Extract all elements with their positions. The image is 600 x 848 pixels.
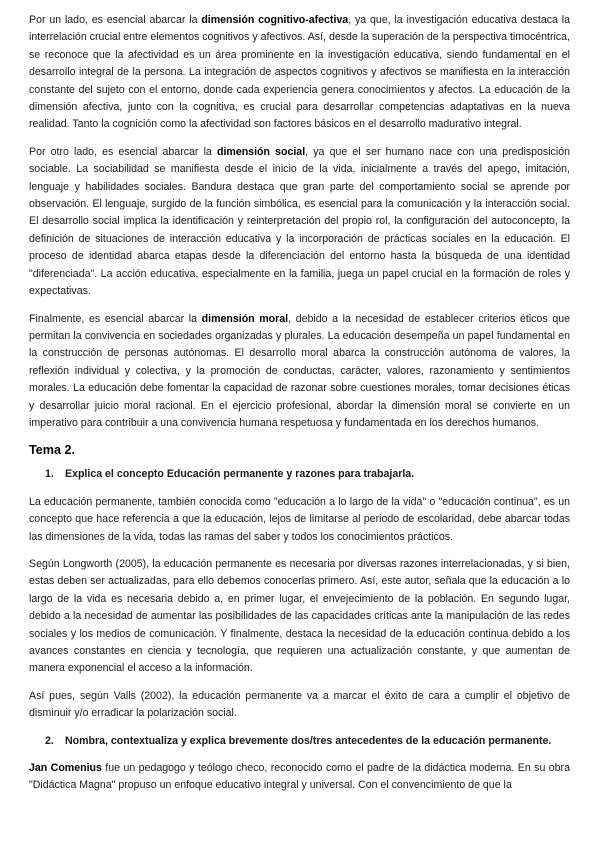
paragraph-comenius: [29, 760, 570, 795]
bold-term-social: dimensión social: [216, 145, 306, 158]
question-number: 1.: [45, 468, 54, 481]
paragraph-text: , debido a la necesidad de establecer criterios éticos que permitan la convivencia en sociedades organizadas y plurales. La educación desempeña un papel fundamental en la construcción de personas autónomas. El desarrollo moral abarca la construcción autónoma de valores, la reflexión individual y colectiva, y la promoción de conductas, carácter, valores, razonamiento y sentimientos morales. La educación debe fomentar la capacidad de razonar sobre cuestiones morales, tomar decisiones éticas y desarrollar juicio moral racional. En el ejercicio profesional, abordar la dimensión moral se convierte en un imperativo para contribuir a una convivencia humana respetuosa y fundamentada en los derechos humanos.: [29, 312, 570, 429]
paragraph-text: Por otro lado, es esencial abarcar la: [29, 145, 217, 158]
question-2: [29, 733, 570, 750]
paragraph-text: , ya que el ser humano nace con una predisposición sociable. La sociabilidad se manifiesta desde el inicio de la vida, inicialmente a través del apego, imitación, lenguaje y habilidades sociales. Bandura destaca que gran parte del comportamiento social se aprende por observación. El lenguaje, surgido de la función simbólica, es esencial para la comunicación y la interacción social. El desarrollo social implica la identificación y reinterpretación del propio rol, la configuración del autoconcepto, la definición de situaciones de interacción educativa y la incorporación de prácticas sociales en la educación. El proceso de identidad abarca etapas desde la diferenciación del entorno hasta la búsqueda de una identidad "diferenciada". La acción educativa, especialmente en la familia, juega un papel crucial en la formación de roles y expectativas.: [29, 145, 570, 298]
question-1: [29, 466, 570, 483]
bold-term-moral: dimensión moral: [201, 312, 289, 325]
paragraph-cognitive-affective: [29, 12, 570, 134]
paragraph-social: [29, 144, 570, 301]
paragraph-definition: La educación permanente, también conocida como "educación a lo largo de la vida" o "educación continua", es un concepto que hace referencia a que la educación, lejos de limitarse al periodo de escolaridad, debe abarcar todas las dimensiones de la vida, todas las ramas del saber y todos los conocimientos prácticos.: [29, 495, 570, 543]
paragraph-text: Finalmente, es esencial abarcar la: [29, 312, 202, 325]
document-page: [29, 12, 570, 805]
paragraph-text: Por un lado, es esencial abarcar la: [29, 14, 202, 26]
paragraph-moral: [29, 311, 570, 433]
section-heading-tema-2: Tema 2.: [29, 443, 75, 458]
question-text: Nombra, contextualiza y explica brevemente dos/tres antecedentes de la educación permanente.: [65, 734, 552, 747]
question-text: Explica el concepto Educación permanente y razones para trabajarla.: [65, 468, 415, 481]
paragraph-longworth: Según Longworth (2005), la educación permanente es necesaria por diversas razones interrelacionadas, y si bien, estas deben ser actualizadas, para ello debemos conocerlas primero. Así, este autor, señala que la educación a lo largo de la vida es necesaria debido a, en primer lugar, el envejecimiento de la población. En segundo lugar, debido a la necesidad de aumentar las posibilidades de las capacidades críticas ante la manipulación de las redes sociales y los medios de comunicación. Y finalmente, destaca la necesidad de la educación continua debido a los avances constantes en ciencia y tecnología, que requieren una actualización constante, y que aumentan de manera exponencial el acceso a la información.: [29, 557, 570, 675]
paragraph-text: , ya que, la investigación educativa destaca la interrelación crucial entre elementos cognitivos y afectivos. Así, desde la superación de la perspectiva timocéntrica, se reconoce que la afectividad es un área prominente en la investigación educativa, siendo fundamental en el desarrollo integral de la persona. La integración de aspectos cognitivos y afectivos se manifiesta en la interacción constante del sujeto con el entorno, donde cada experiencia genera conocimientos y afectos. La educación de la dimensión afectiva, junto con la cognitiva, es crucial para desarrollar competencias adaptativas en la nueva realidad. Tanto la cognición como la afectividad son factores básicos en el desarrollo madurativo integral.: [29, 14, 570, 131]
paragraph-valls: Así pues, según Valls (2002), la educación permanente va a marcar el éxito de cara a cumplir el objetivo de disminuir y/o erradicar la polarización social.: [29, 689, 570, 720]
bold-term-comenius: Jan Comenius: [29, 762, 102, 775]
bold-term-cognitive-affective: dimensión cognitivo-afectiva: [201, 14, 349, 26]
paragraph-text: fue un pedagogo y teólogo checo, reconocido como el padre de la didáctica moderna. En su obra "Didáctica Magna" propuso un enfoque educativo integral y universal. Con el convencimiento de que la: [29, 762, 570, 792]
question-number: 2.: [45, 734, 54, 747]
